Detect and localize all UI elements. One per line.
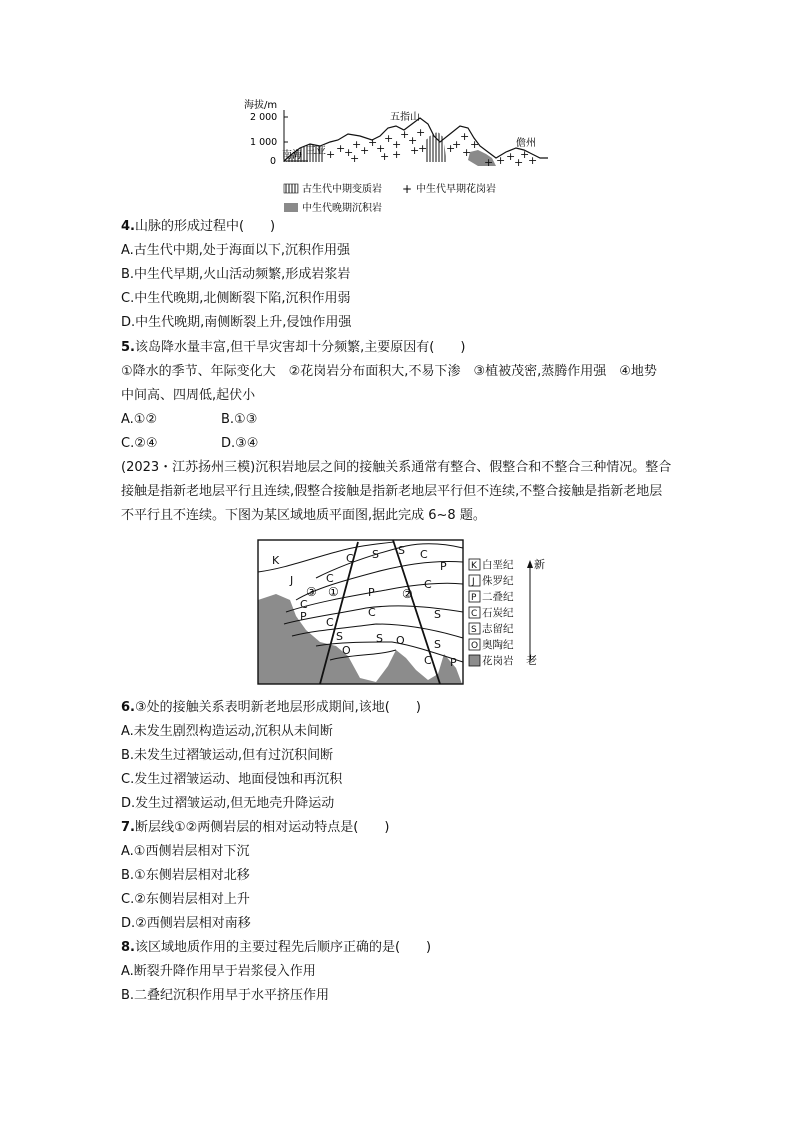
marker-1: ① — [328, 585, 339, 599]
question-5-options-row-1 — [121, 411, 258, 429]
question-4-option-b[interactable]: B.中生代早期,火山活动频繁,形成岩浆岩 — [121, 267, 351, 282]
question-5-number: 5. — [121, 340, 135, 355]
marker-3: ③ — [306, 585, 317, 599]
question-8-stem — [121, 939, 431, 957]
question-5-option-c[interactable]: C.②④ — [121, 436, 158, 451]
legend-code-s: S — [471, 625, 477, 635]
map-label-s-top-2: S — [398, 544, 405, 557]
question-5-option-a[interactable]: A.①② — [121, 412, 158, 427]
place-sanya: 三亚 — [306, 146, 326, 157]
granite-plus-mark: + — [400, 128, 410, 141]
question-6-stem — [121, 699, 421, 717]
terrain-profile-figure — [240, 96, 560, 218]
place-nanhai: 南海 — [282, 150, 302, 161]
age-old-label: 老 — [526, 654, 537, 667]
granite-plus-mark: + — [376, 142, 386, 155]
map-label-s-lower: S — [376, 632, 383, 645]
granite-plus-mark: + — [408, 134, 418, 147]
legend-code-k: K — [471, 561, 477, 571]
question-4-option-a[interactable]: A.古生代中期,处于海面以下,沉积作用强 — [121, 243, 351, 258]
question-8-number: 8. — [121, 940, 135, 955]
map-label-c-bottom: C — [424, 654, 432, 667]
map-label-s-bottom: S — [434, 638, 441, 651]
intro-line-3: 不平行且不连续。下图为某区域地质平面图,据此完成 6~8 题。 — [121, 508, 486, 523]
map-label-s-top-1: S — [372, 548, 379, 561]
question-7-option-d[interactable]: D.②西侧岩层相对南移 — [121, 916, 251, 931]
question-5-items-line-2: 中间高、四周低,起伏小 — [121, 388, 256, 403]
question-4-text: 山脉的形成过程中( ) — [134, 219, 276, 234]
elevation-axis-label: 海拔/m — [244, 100, 278, 111]
question-5-options-row-2 — [121, 435, 259, 453]
map-label-o-mid: O — [396, 634, 405, 647]
question-6-number: 6. — [121, 700, 135, 715]
map-label-c-lower: C — [326, 616, 334, 629]
granite-plus-mark: + — [352, 138, 362, 151]
map-label-s-right: S — [434, 608, 441, 621]
question-5-text: 该岛降水量丰富,但干旱灾害却十分频繁,主要原因有( ) — [134, 340, 466, 355]
map-label-c-top-1: C — [346, 552, 354, 565]
legend-code-p: P — [471, 593, 477, 603]
intro-line-1: (2023・江苏扬州三模)沉积岩地层之间的接触关系通常有整合、假整合和不整合三种情况。整合 — [121, 460, 672, 475]
granite-plus-mark: + — [368, 136, 378, 149]
legend-sedimentary-swatch — [284, 203, 298, 212]
granite-plus-mark: + — [350, 152, 360, 165]
tick-0: 0 — [270, 156, 277, 167]
legend-name-c: 石炭纪 — [482, 607, 514, 619]
question-4-stem — [121, 218, 275, 236]
question-5-option-b[interactable]: B.①③ — [221, 412, 258, 427]
metamorphic-rock-area-north — [426, 132, 446, 162]
granite-plus-mark: + — [392, 148, 402, 161]
granite-plus-mark: + — [514, 156, 524, 169]
map-label-j: J — [290, 574, 294, 587]
question-4-number: 4. — [121, 219, 135, 234]
map-label-k: K — [272, 554, 280, 567]
map-label-s-left: S — [336, 630, 343, 643]
granite-plus-mark: + — [506, 150, 516, 163]
question-7-option-b[interactable]: B.①东侧岩层相对北移 — [121, 868, 250, 883]
granite-plus-mark: + — [384, 132, 394, 145]
map-legend — [469, 558, 514, 667]
map-label-c-top-2: C — [420, 548, 428, 561]
question-5-option-d[interactable]: D.③④ — [221, 436, 259, 451]
granite-plus-mark: + — [452, 138, 462, 151]
map-label-p-mid: P — [368, 586, 375, 599]
map-label-c-left: C — [300, 598, 308, 611]
question-7-text: 断层线①②两侧岩层的相对运动特点是( ) — [134, 820, 390, 835]
map-label-p-left: P — [300, 610, 307, 623]
granite-plus-mark: + — [344, 146, 354, 159]
granite-plus-mark: + — [520, 148, 530, 161]
granite-plus-mark: + — [360, 144, 370, 157]
tick-1000: 1 000 — [250, 137, 278, 148]
question-6-option-d[interactable]: D.发生过褶皱运动,但无地壳升降运动 — [121, 796, 335, 811]
legend-code-o: O — [471, 641, 479, 651]
question-5-stem — [121, 339, 465, 357]
legend-granite-symbol: + — [402, 182, 413, 196]
question-7-number: 7. — [121, 820, 135, 835]
question-7-option-c[interactable]: C.②东侧岩层相对上升 — [121, 892, 250, 907]
map-label-c-right: C — [424, 578, 432, 591]
map-label-p-top: P — [440, 560, 447, 573]
granite-plus-mark: + — [496, 154, 506, 167]
granite-plus-mark: + — [418, 142, 428, 155]
question-6-option-c[interactable]: C.发生过褶皱运动、地面侵蚀和再沉积 — [121, 772, 343, 787]
place-wuzhishan: 五指山 — [390, 112, 420, 123]
legend-name-s: 志留纪 — [482, 623, 514, 635]
geologic-map-figure — [256, 538, 556, 688]
legend-name-granite: 花岗岩 — [482, 655, 514, 667]
legend-granite-label: 中生代早期花岗岩 — [416, 184, 496, 195]
legend-name-k: 白垩纪 — [482, 559, 514, 571]
map-label-o-left: O — [342, 644, 351, 657]
question-4-option-c[interactable]: C.中生代晚期,北侧断裂下陷,沉积作用弱 — [121, 291, 351, 306]
granite-plus-mark: + — [462, 146, 472, 159]
marker-2: ② — [402, 587, 413, 601]
question-7-option-a[interactable]: A.①西侧岩层相对下沉 — [121, 844, 250, 859]
legend-name-p: 二叠纪 — [482, 591, 514, 603]
legend-name-j: 侏罗纪 — [482, 575, 514, 587]
granite-plus-mark: + — [484, 156, 494, 169]
legend-code-c: C — [471, 609, 478, 619]
question-4-option-d[interactable]: D.中生代晚期,南侧断裂上升,侵蚀作用强 — [121, 315, 352, 330]
question-5-items-line-1: ①降水的季节、年际变化大 ②花岗岩分布面积大,不易下渗 ③植被茂密,蒸腾作用强 ④地势 — [121, 364, 657, 379]
question-6-option-a[interactable]: A.未发生剧烈构造运动,沉积从未间断 — [121, 724, 333, 739]
map-label-c-mid-1: C — [326, 572, 334, 585]
granite-plus-mark: + — [392, 138, 402, 151]
granite-plus-mark: + — [410, 144, 420, 157]
granite-plus-mark: + — [336, 142, 346, 155]
legend-name-o: 奥陶纪 — [482, 639, 514, 651]
map-label-p-bottom: P — [450, 656, 457, 669]
question-8-text: 该区域地质作用的主要过程先后顺序正确的是( ) — [134, 940, 432, 955]
question-6-option-b[interactable]: B.未发生过褶皱运动,但有过沉积间断 — [121, 748, 334, 763]
granite-plus-mark: + — [460, 130, 470, 143]
granite-plus-mark: + — [528, 154, 538, 167]
legend-sedimentary-label: 中生代晚期沉积岩 — [302, 203, 382, 214]
intro-line-2: 接触是指新老地层平行且连续,假整合接触是指新老地层平行但不连续,不整合接触是指新老地层 — [121, 484, 663, 499]
granite-plus-mark: + — [380, 150, 390, 163]
question-7-stem — [121, 819, 389, 837]
place-danzhou: 儋州 — [516, 138, 536, 149]
tick-2000: 2 000 — [250, 112, 278, 123]
map-label-c-center: C — [368, 606, 376, 619]
granite-plus-mark: + — [470, 138, 480, 151]
question-8-option-b[interactable]: B.二叠纪沉积作用早于水平挤压作用 — [121, 988, 330, 1003]
age-new-label: 新 — [534, 558, 545, 571]
legend-metamorphic-label: 古生代中期变质岩 — [302, 184, 382, 195]
granite-plus-mark: + — [326, 148, 336, 161]
question-6-text: ③处的接触关系表明新老地层形成期间,该地( ) — [134, 700, 421, 715]
legend-code-j: J — [472, 577, 475, 587]
granite-plus-mark: + — [446, 142, 456, 155]
granite-plus-mark: + — [416, 126, 426, 139]
legend-metamorphic-swatch — [284, 184, 298, 193]
question-8-option-a[interactable]: A.断裂升降作用早于岩浆侵入作用 — [121, 964, 316, 979]
